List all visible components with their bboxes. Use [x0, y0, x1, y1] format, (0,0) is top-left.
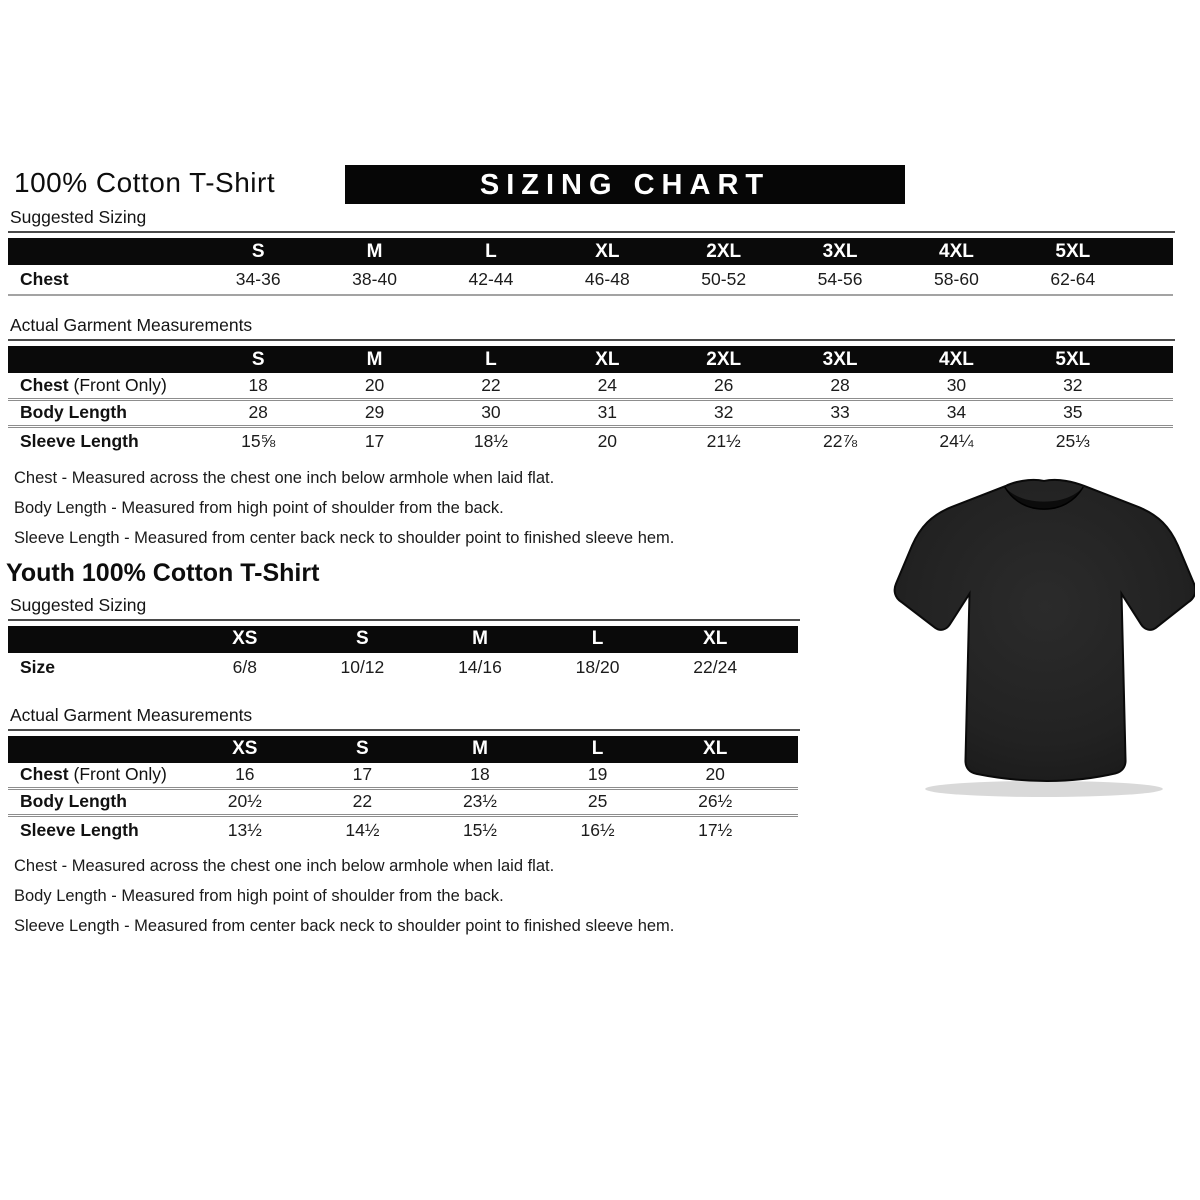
column-header: XL	[703, 738, 728, 759]
column-header: 2XL	[706, 348, 742, 370]
column-header: XS	[232, 738, 258, 759]
row-label	[8, 820, 186, 841]
table-row	[8, 817, 798, 844]
row-label	[8, 402, 200, 423]
cell: 28	[248, 402, 268, 423]
cell: 42-44	[468, 269, 514, 289]
table-header-row	[8, 346, 1173, 373]
column-header: 4XL	[939, 240, 974, 262]
cell: 28	[830, 374, 850, 395]
row-label-text: Sleeve Length	[20, 431, 139, 452]
cell: 58-60	[934, 269, 979, 289]
cell: 19	[587, 764, 608, 784]
cell: 30	[481, 402, 501, 423]
row-label-text: Size	[20, 656, 56, 677]
table-row	[8, 401, 1173, 429]
row-label-text: Chest	[20, 764, 69, 784]
cell: 18	[248, 374, 268, 395]
cell: 62-64	[1050, 269, 1096, 289]
table-header-row	[8, 238, 1173, 265]
youth-suggested-sizing-label: Suggested Sizing	[8, 594, 800, 621]
column-header: XS	[232, 628, 258, 649]
table-header-row	[8, 626, 798, 653]
column-header: M	[366, 240, 383, 262]
column-header: 2XL	[706, 240, 742, 262]
row-label	[8, 657, 186, 678]
note-chest: Chest - Measured across the chest one inch below armhole when laid flat.	[14, 856, 555, 875]
cell: 20	[597, 431, 618, 452]
column-header: 3XL	[822, 240, 858, 262]
note-chest: Chest - Measured across the chest one inch below armhole when laid flat.	[14, 468, 555, 487]
cell: 23½	[462, 791, 498, 811]
cell: 34	[946, 402, 967, 423]
column-header: M	[366, 348, 383, 370]
column-header: S	[356, 628, 369, 649]
row-label	[8, 764, 186, 785]
cell: 25⅓	[1055, 431, 1090, 452]
row-label	[8, 431, 200, 452]
column-header: 4XL	[939, 348, 974, 370]
cell: 24	[597, 374, 618, 395]
cell: 22/24	[693, 656, 738, 677]
note-body-length: Body Length - Measured from high point of shoulder from the back.	[14, 886, 504, 905]
cell: 17	[364, 431, 385, 452]
header-row	[0, 165, 1200, 206]
cell: 20	[364, 374, 385, 395]
row-label-suffix: (Front Only)	[68, 374, 167, 395]
tshirt-body	[895, 480, 1195, 781]
cell: 6/8	[232, 656, 257, 677]
cell: 26	[713, 374, 734, 395]
row-label-text: Sleeve Length	[20, 819, 139, 840]
column-header: S	[251, 348, 265, 370]
cell: 38-40	[352, 269, 397, 289]
column-header: L	[591, 628, 604, 649]
row-label	[8, 375, 200, 396]
cell: 22⅞	[823, 431, 858, 452]
cell: 31	[597, 402, 618, 423]
cell: 17½	[698, 819, 733, 840]
cell: 15⅝	[241, 431, 276, 452]
column-header: XL	[595, 240, 620, 262]
cell: 13½	[227, 819, 262, 840]
cell: 35	[1063, 402, 1083, 423]
black-tshirt-graphic	[893, 470, 1195, 810]
table-row	[8, 763, 798, 790]
cell: 14/16	[458, 656, 502, 677]
youth-measurement-notes	[14, 857, 1200, 936]
cell: 18/20	[575, 656, 620, 677]
cell: 30	[946, 374, 967, 395]
cell: 32	[1063, 374, 1083, 395]
table-header-row	[8, 736, 798, 763]
table-row	[8, 428, 1173, 456]
row-label-text: Chest	[20, 374, 69, 395]
cell: 29	[364, 402, 385, 423]
youth-suggested-table	[8, 626, 798, 682]
cell: 34-36	[235, 269, 281, 289]
note-sleeve-length: Sleeve Length - Measured from center back neck to shoulder point to finished sleeve hem.	[14, 916, 675, 935]
cell: 16½	[580, 819, 615, 840]
table-row	[8, 265, 1173, 296]
column-header: S	[251, 240, 265, 262]
youth-actual-table	[8, 736, 798, 844]
cell: 18	[470, 764, 490, 784]
cell: 21½	[706, 431, 741, 452]
note-body-length: Body Length - Measured from high point of shoulder from the back.	[14, 498, 504, 517]
adult-actual-measurements-label: Actual Garment Measurements	[8, 314, 1175, 341]
row-label-suffix: (Front Only)	[68, 764, 167, 784]
cell: 14½	[345, 819, 380, 840]
youth-section-title: Youth 100% Cotton T-Shirt	[6, 558, 320, 587]
tshirt-shadow	[925, 781, 1163, 797]
row-label-text: Body Length	[20, 402, 127, 423]
cell: 20	[705, 764, 725, 784]
column-header: L	[591, 738, 604, 759]
column-header: XL	[703, 628, 728, 649]
cell: 22	[481, 374, 501, 395]
youth-actual-measurements-label: Actual Garment Measurements	[8, 704, 800, 731]
cell: 16	[235, 764, 255, 784]
cell: 32	[713, 402, 734, 423]
cell: 46-48	[584, 269, 630, 289]
cell: 26½	[698, 791, 733, 811]
column-header: 3XL	[822, 348, 858, 370]
note-sleeve-length: Sleeve Length - Measured from center back neck to shoulder point to finished sleeve hem.	[14, 528, 675, 547]
adult-actual-table	[8, 346, 1173, 456]
column-header: M	[472, 628, 488, 649]
column-header: 5XL	[1055, 348, 1091, 370]
table-row	[8, 373, 1173, 401]
cell: 10/12	[340, 656, 385, 677]
cell: 15½	[462, 819, 498, 840]
column-header: L	[485, 348, 497, 370]
adult-suggested-sizing-label: Suggested Sizing	[8, 206, 1175, 233]
cell: 50-52	[701, 269, 747, 289]
row-label	[8, 269, 200, 290]
table-row	[8, 790, 798, 817]
cell: 33	[830, 402, 850, 423]
row-label-text: Body Length	[20, 791, 127, 811]
cell: 22	[352, 791, 373, 811]
column-header: L	[485, 240, 497, 262]
table-row	[8, 653, 798, 682]
sizing-chart-banner: SIZING CHART	[345, 165, 905, 204]
column-header: S	[356, 738, 369, 759]
tshirt-product-image	[893, 470, 1195, 810]
cell: 54-56	[817, 269, 863, 289]
cell: 17	[352, 764, 373, 784]
adult-suggested-table	[8, 238, 1173, 296]
column-header: M	[472, 738, 488, 759]
row-label	[8, 791, 186, 812]
cell: 24¼	[939, 431, 974, 452]
page-title: 100% Cotton T-Shirt	[14, 167, 276, 198]
cell: 18½	[473, 431, 508, 452]
cell: 25	[587, 791, 608, 811]
cell: 20½	[227, 791, 262, 811]
column-header: 5XL	[1055, 240, 1091, 262]
column-header: XL	[595, 348, 620, 370]
row-label-text: Chest	[20, 269, 69, 289]
